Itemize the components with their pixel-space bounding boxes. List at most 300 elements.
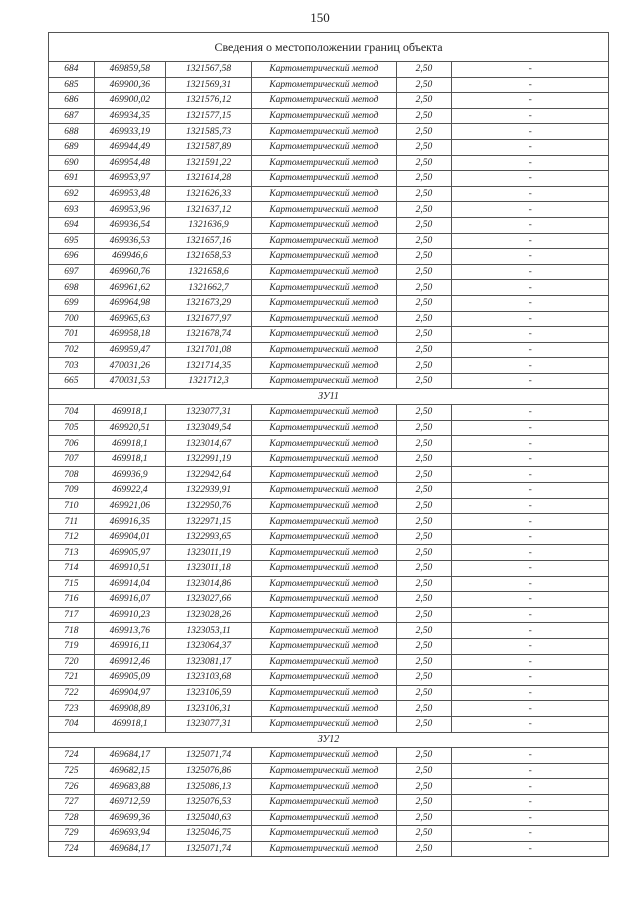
description-cell: - bbox=[452, 295, 609, 311]
table-row bbox=[49, 498, 609, 514]
point-number-cell: 693 bbox=[49, 202, 95, 218]
precision-cell: 2,50 bbox=[396, 171, 452, 187]
table-row bbox=[49, 716, 609, 732]
y-coordinate-cell: 1321657,16 bbox=[165, 233, 251, 249]
point-number-cell: 686 bbox=[49, 93, 95, 109]
x-coordinate-cell: 469904,01 bbox=[94, 529, 165, 545]
method-cell: Картометрический метод bbox=[252, 342, 396, 358]
description-cell: - bbox=[452, 405, 609, 421]
table-row bbox=[49, 327, 609, 343]
method-cell: Картометрический метод bbox=[252, 264, 396, 280]
y-coordinate-cell: 1323103,68 bbox=[165, 670, 251, 686]
point-number-cell: 717 bbox=[49, 607, 95, 623]
x-coordinate-cell: 469921,06 bbox=[94, 498, 165, 514]
method-cell: Картометрический метод bbox=[252, 685, 396, 701]
precision-cell: 2,50 bbox=[396, 342, 452, 358]
precision-cell: 2,50 bbox=[396, 685, 452, 701]
y-coordinate-cell: 1323106,59 bbox=[165, 685, 251, 701]
table-row bbox=[49, 638, 609, 654]
precision-cell: 2,50 bbox=[396, 763, 452, 779]
description-cell: - bbox=[452, 810, 609, 826]
table-row bbox=[49, 670, 609, 686]
point-number-cell: 694 bbox=[49, 217, 95, 233]
y-coordinate-cell: 1322939,91 bbox=[165, 483, 251, 499]
method-cell: Картометрический метод bbox=[252, 93, 396, 109]
method-cell: Картометрический метод bbox=[252, 373, 396, 389]
x-coordinate-cell: 469683,88 bbox=[94, 779, 165, 795]
y-coordinate-cell: 1323077,31 bbox=[165, 716, 251, 732]
x-coordinate-cell: 469916,35 bbox=[94, 514, 165, 530]
table-row bbox=[49, 139, 609, 155]
precision-cell: 2,50 bbox=[396, 498, 452, 514]
description-cell: - bbox=[452, 264, 609, 280]
point-number-cell: 714 bbox=[49, 561, 95, 577]
table-row bbox=[49, 311, 609, 327]
point-number-cell: 684 bbox=[49, 62, 95, 78]
table-row bbox=[49, 592, 609, 608]
table-row bbox=[49, 483, 609, 499]
point-number-cell: 719 bbox=[49, 638, 95, 654]
table-row bbox=[49, 186, 609, 202]
description-cell: - bbox=[452, 716, 609, 732]
x-coordinate-cell: 469859,58 bbox=[94, 62, 165, 78]
table-row bbox=[49, 405, 609, 421]
description-cell: - bbox=[452, 483, 609, 499]
y-coordinate-cell: 1322950,76 bbox=[165, 498, 251, 514]
description-cell: - bbox=[452, 311, 609, 327]
precision-cell: 2,50 bbox=[396, 794, 452, 810]
x-coordinate-cell: 469918,1 bbox=[94, 716, 165, 732]
point-number-cell: 703 bbox=[49, 358, 95, 374]
description-cell: - bbox=[452, 249, 609, 265]
point-number-cell: 690 bbox=[49, 155, 95, 171]
method-cell: Картометрический метод bbox=[252, 794, 396, 810]
section-header-row bbox=[49, 389, 609, 405]
x-coordinate-cell: 469913,76 bbox=[94, 623, 165, 639]
method-cell: Картометрический метод bbox=[252, 467, 396, 483]
x-coordinate-cell: 469918,1 bbox=[94, 436, 165, 452]
x-coordinate-cell: 469918,1 bbox=[94, 405, 165, 421]
y-coordinate-cell: 1321658,53 bbox=[165, 249, 251, 265]
y-coordinate-cell: 1325071,74 bbox=[165, 841, 251, 857]
method-cell: Картометрический метод bbox=[252, 451, 396, 467]
method-cell: Картометрический метод bbox=[252, 514, 396, 530]
method-cell: Картометрический метод bbox=[252, 420, 396, 436]
x-coordinate-cell: 469910,51 bbox=[94, 561, 165, 577]
table-title-row bbox=[49, 33, 609, 62]
description-cell: - bbox=[452, 826, 609, 842]
point-number-cell: 691 bbox=[49, 171, 95, 187]
x-coordinate-cell: 469964,98 bbox=[94, 295, 165, 311]
table-row bbox=[49, 841, 609, 857]
y-coordinate-cell: 1321637,12 bbox=[165, 202, 251, 218]
method-cell: Картометрический метод bbox=[252, 810, 396, 826]
description-cell: - bbox=[452, 467, 609, 483]
method-cell: Картометрический метод bbox=[252, 623, 396, 639]
description-cell: - bbox=[452, 155, 609, 171]
precision-cell: 2,50 bbox=[396, 62, 452, 78]
point-number-cell: 697 bbox=[49, 264, 95, 280]
section-label: ЗУ11 bbox=[49, 389, 609, 405]
x-coordinate-cell: 469936,54 bbox=[94, 217, 165, 233]
description-cell: - bbox=[452, 233, 609, 249]
section-header-row bbox=[49, 732, 609, 748]
point-number-cell: 728 bbox=[49, 810, 95, 826]
point-number-cell: 711 bbox=[49, 514, 95, 530]
y-coordinate-cell: 1325040,63 bbox=[165, 810, 251, 826]
point-number-cell: 727 bbox=[49, 794, 95, 810]
method-cell: Картометрический метод bbox=[252, 124, 396, 140]
y-coordinate-cell: 1321701,08 bbox=[165, 342, 251, 358]
description-cell: - bbox=[452, 217, 609, 233]
y-coordinate-cell: 1321662,7 bbox=[165, 280, 251, 296]
precision-cell: 2,50 bbox=[396, 405, 452, 421]
x-coordinate-cell: 469914,04 bbox=[94, 576, 165, 592]
y-coordinate-cell: 1321614,28 bbox=[165, 171, 251, 187]
method-cell: Картометрический метод bbox=[252, 233, 396, 249]
description-cell: - bbox=[452, 514, 609, 530]
table-row bbox=[49, 514, 609, 530]
table-row bbox=[49, 763, 609, 779]
table-row bbox=[49, 233, 609, 249]
x-coordinate-cell: 469944,49 bbox=[94, 139, 165, 155]
table-row bbox=[49, 295, 609, 311]
y-coordinate-cell: 1323106,31 bbox=[165, 701, 251, 717]
method-cell: Картометрический метод bbox=[252, 202, 396, 218]
precision-cell: 2,50 bbox=[396, 373, 452, 389]
y-coordinate-cell: 1321712,3 bbox=[165, 373, 251, 389]
x-coordinate-cell: 469960,76 bbox=[94, 264, 165, 280]
table-row bbox=[49, 748, 609, 764]
y-coordinate-cell: 1321658,6 bbox=[165, 264, 251, 280]
x-coordinate-cell: 469900,36 bbox=[94, 77, 165, 93]
y-coordinate-cell: 1321567,58 bbox=[165, 62, 251, 78]
point-number-cell: 702 bbox=[49, 342, 95, 358]
precision-cell: 2,50 bbox=[396, 327, 452, 343]
point-number-cell: 692 bbox=[49, 186, 95, 202]
point-number-cell: 709 bbox=[49, 483, 95, 499]
y-coordinate-cell: 1323064,37 bbox=[165, 638, 251, 654]
y-coordinate-cell: 1322993,65 bbox=[165, 529, 251, 545]
description-cell: - bbox=[452, 77, 609, 93]
point-number-cell: 726 bbox=[49, 779, 95, 795]
method-cell: Картометрический метод bbox=[252, 280, 396, 296]
table-row bbox=[49, 373, 609, 389]
description-cell: - bbox=[452, 779, 609, 795]
x-coordinate-cell: 469933,19 bbox=[94, 124, 165, 140]
y-coordinate-cell: 1321673,29 bbox=[165, 295, 251, 311]
point-number-cell: 685 bbox=[49, 77, 95, 93]
method-cell: Картометрический метод bbox=[252, 763, 396, 779]
point-number-cell: 724 bbox=[49, 748, 95, 764]
point-number-cell: 705 bbox=[49, 420, 95, 436]
y-coordinate-cell: 1323014,67 bbox=[165, 436, 251, 452]
method-cell: Картометрический метод bbox=[252, 841, 396, 857]
description-cell: - bbox=[452, 280, 609, 296]
point-number-cell: 688 bbox=[49, 124, 95, 140]
y-coordinate-cell: 1323011,19 bbox=[165, 545, 251, 561]
x-coordinate-cell: 469934,35 bbox=[94, 108, 165, 124]
x-coordinate-cell: 469912,46 bbox=[94, 654, 165, 670]
point-number-cell: 713 bbox=[49, 545, 95, 561]
table-row bbox=[49, 358, 609, 374]
method-cell: Картометрический метод bbox=[252, 483, 396, 499]
method-cell: Картометрический метод bbox=[252, 607, 396, 623]
description-cell: - bbox=[452, 701, 609, 717]
point-number-cell: 724 bbox=[49, 841, 95, 857]
x-coordinate-cell: 469953,97 bbox=[94, 171, 165, 187]
y-coordinate-cell: 1325071,74 bbox=[165, 748, 251, 764]
x-coordinate-cell: 469920,51 bbox=[94, 420, 165, 436]
table-row bbox=[49, 264, 609, 280]
x-coordinate-cell: 469699,36 bbox=[94, 810, 165, 826]
description-cell: - bbox=[452, 124, 609, 140]
point-number-cell: 723 bbox=[49, 701, 95, 717]
y-coordinate-cell: 1323027,66 bbox=[165, 592, 251, 608]
x-coordinate-cell: 469918,1 bbox=[94, 451, 165, 467]
point-number-cell: 706 bbox=[49, 436, 95, 452]
precision-cell: 2,50 bbox=[396, 654, 452, 670]
point-number-cell: 722 bbox=[49, 685, 95, 701]
method-cell: Картометрический метод bbox=[252, 498, 396, 514]
description-cell: - bbox=[452, 171, 609, 187]
description-cell: - bbox=[452, 763, 609, 779]
y-coordinate-cell: 1321587,89 bbox=[165, 139, 251, 155]
x-coordinate-cell: 469961,62 bbox=[94, 280, 165, 296]
precision-cell: 2,50 bbox=[396, 124, 452, 140]
description-cell: - bbox=[452, 186, 609, 202]
precision-cell: 2,50 bbox=[396, 420, 452, 436]
table-row bbox=[49, 62, 609, 78]
table-row bbox=[49, 420, 609, 436]
table-row bbox=[49, 436, 609, 452]
point-number-cell: 700 bbox=[49, 311, 95, 327]
method-cell: Картометрический метод bbox=[252, 576, 396, 592]
x-coordinate-cell: 469965,63 bbox=[94, 311, 165, 327]
y-coordinate-cell: 1323077,31 bbox=[165, 405, 251, 421]
y-coordinate-cell: 1321714,35 bbox=[165, 358, 251, 374]
method-cell: Картометрический метод bbox=[252, 654, 396, 670]
method-cell: Картометрический метод bbox=[252, 77, 396, 93]
precision-cell: 2,50 bbox=[396, 623, 452, 639]
point-number-cell: 696 bbox=[49, 249, 95, 265]
point-number-cell: 715 bbox=[49, 576, 95, 592]
point-number-cell: 718 bbox=[49, 623, 95, 639]
y-coordinate-cell: 1321569,31 bbox=[165, 77, 251, 93]
description-cell: - bbox=[452, 670, 609, 686]
point-number-cell: 708 bbox=[49, 467, 95, 483]
precision-cell: 2,50 bbox=[396, 561, 452, 577]
x-coordinate-cell: 469953,96 bbox=[94, 202, 165, 218]
precision-cell: 2,50 bbox=[396, 451, 452, 467]
table-row bbox=[49, 779, 609, 795]
table-row bbox=[49, 685, 609, 701]
precision-cell: 2,50 bbox=[396, 467, 452, 483]
precision-cell: 2,50 bbox=[396, 483, 452, 499]
table-row bbox=[49, 202, 609, 218]
y-coordinate-cell: 1325086,13 bbox=[165, 779, 251, 795]
description-cell: - bbox=[452, 529, 609, 545]
method-cell: Картометрический метод bbox=[252, 779, 396, 795]
x-coordinate-cell: 469682,15 bbox=[94, 763, 165, 779]
x-coordinate-cell: 469712,59 bbox=[94, 794, 165, 810]
precision-cell: 2,50 bbox=[396, 748, 452, 764]
precision-cell: 2,50 bbox=[396, 295, 452, 311]
precision-cell: 2,50 bbox=[396, 576, 452, 592]
method-cell: Картометрический метод bbox=[252, 108, 396, 124]
description-cell: - bbox=[452, 545, 609, 561]
description-cell: - bbox=[452, 373, 609, 389]
method-cell: Картометрический метод bbox=[252, 826, 396, 842]
description-cell: - bbox=[452, 561, 609, 577]
table-row bbox=[49, 467, 609, 483]
precision-cell: 2,50 bbox=[396, 779, 452, 795]
description-cell: - bbox=[452, 607, 609, 623]
y-coordinate-cell: 1321626,33 bbox=[165, 186, 251, 202]
point-number-cell: 704 bbox=[49, 716, 95, 732]
y-coordinate-cell: 1322991,19 bbox=[165, 451, 251, 467]
y-coordinate-cell: 1321576,12 bbox=[165, 93, 251, 109]
precision-cell: 2,50 bbox=[396, 826, 452, 842]
description-cell: - bbox=[452, 576, 609, 592]
precision-cell: 2,50 bbox=[396, 638, 452, 654]
method-cell: Картометрический метод bbox=[252, 295, 396, 311]
table-row bbox=[49, 249, 609, 265]
description-cell: - bbox=[452, 139, 609, 155]
table-body bbox=[49, 33, 609, 857]
x-coordinate-cell: 469684,17 bbox=[94, 748, 165, 764]
precision-cell: 2,50 bbox=[396, 249, 452, 265]
table-row bbox=[49, 794, 609, 810]
y-coordinate-cell: 1323014,86 bbox=[165, 576, 251, 592]
x-coordinate-cell: 469905,09 bbox=[94, 670, 165, 686]
precision-cell: 2,50 bbox=[396, 436, 452, 452]
description-cell: - bbox=[452, 841, 609, 857]
description-cell: - bbox=[452, 748, 609, 764]
description-cell: - bbox=[452, 498, 609, 514]
description-cell: - bbox=[452, 62, 609, 78]
point-number-cell: 712 bbox=[49, 529, 95, 545]
precision-cell: 2,50 bbox=[396, 810, 452, 826]
method-cell: Картометрический метод bbox=[252, 217, 396, 233]
precision-cell: 2,50 bbox=[396, 108, 452, 124]
x-coordinate-cell: 469954,48 bbox=[94, 155, 165, 171]
table-row bbox=[49, 545, 609, 561]
y-coordinate-cell: 1323049,54 bbox=[165, 420, 251, 436]
table-row bbox=[49, 77, 609, 93]
table-row bbox=[49, 342, 609, 358]
description-cell: - bbox=[452, 202, 609, 218]
precision-cell: 2,50 bbox=[396, 670, 452, 686]
point-number-cell: 695 bbox=[49, 233, 95, 249]
y-coordinate-cell: 1321577,15 bbox=[165, 108, 251, 124]
y-coordinate-cell: 1322971,15 bbox=[165, 514, 251, 530]
table-row bbox=[49, 171, 609, 187]
precision-cell: 2,50 bbox=[396, 701, 452, 717]
method-cell: Картометрический метод bbox=[252, 436, 396, 452]
y-coordinate-cell: 1325076,53 bbox=[165, 794, 251, 810]
y-coordinate-cell: 1321585,73 bbox=[165, 124, 251, 140]
precision-cell: 2,50 bbox=[396, 529, 452, 545]
x-coordinate-cell: 469922,4 bbox=[94, 483, 165, 499]
method-cell: Картометрический метод bbox=[252, 155, 396, 171]
point-number-cell: 716 bbox=[49, 592, 95, 608]
section-label: ЗУ12 bbox=[49, 732, 609, 748]
description-cell: - bbox=[452, 358, 609, 374]
x-coordinate-cell: 469693,94 bbox=[94, 826, 165, 842]
description-cell: - bbox=[452, 623, 609, 639]
y-coordinate-cell: 1321677,97 bbox=[165, 311, 251, 327]
method-cell: Картометрический метод bbox=[252, 638, 396, 654]
table-row bbox=[49, 607, 609, 623]
x-coordinate-cell: 470031,53 bbox=[94, 373, 165, 389]
precision-cell: 2,50 bbox=[396, 716, 452, 732]
precision-cell: 2,50 bbox=[396, 841, 452, 857]
x-coordinate-cell: 469904,97 bbox=[94, 685, 165, 701]
table-row bbox=[49, 124, 609, 140]
point-number-cell: 698 bbox=[49, 280, 95, 296]
method-cell: Картометрический метод bbox=[252, 405, 396, 421]
x-coordinate-cell: 469953,48 bbox=[94, 186, 165, 202]
description-cell: - bbox=[452, 451, 609, 467]
method-cell: Картометрический метод bbox=[252, 748, 396, 764]
x-coordinate-cell: 469958,18 bbox=[94, 327, 165, 343]
table-row bbox=[49, 826, 609, 842]
point-number-cell: 704 bbox=[49, 405, 95, 421]
precision-cell: 2,50 bbox=[396, 545, 452, 561]
method-cell: Картометрический метод bbox=[252, 249, 396, 265]
table-row bbox=[49, 810, 609, 826]
method-cell: Картометрический метод bbox=[252, 670, 396, 686]
method-cell: Картометрический метод bbox=[252, 716, 396, 732]
y-coordinate-cell: 1321636,9 bbox=[165, 217, 251, 233]
table-row bbox=[49, 576, 609, 592]
point-number-cell: 701 bbox=[49, 327, 95, 343]
x-coordinate-cell: 470031,26 bbox=[94, 358, 165, 374]
table-title: Сведения о местоположении границ объекта bbox=[49, 33, 609, 62]
table-row bbox=[49, 280, 609, 296]
precision-cell: 2,50 bbox=[396, 514, 452, 530]
method-cell: Картометрический метод bbox=[252, 62, 396, 78]
y-coordinate-cell: 1325076,86 bbox=[165, 763, 251, 779]
y-coordinate-cell: 1323011,18 bbox=[165, 561, 251, 577]
y-coordinate-cell: 1321591,22 bbox=[165, 155, 251, 171]
precision-cell: 2,50 bbox=[396, 217, 452, 233]
x-coordinate-cell: 469936,53 bbox=[94, 233, 165, 249]
table-row bbox=[49, 217, 609, 233]
point-number-cell: 687 bbox=[49, 108, 95, 124]
boundary-table bbox=[48, 32, 609, 857]
x-coordinate-cell: 469905,97 bbox=[94, 545, 165, 561]
precision-cell: 2,50 bbox=[396, 264, 452, 280]
precision-cell: 2,50 bbox=[396, 358, 452, 374]
method-cell: Картометрический метод bbox=[252, 186, 396, 202]
method-cell: Картометрический метод bbox=[252, 592, 396, 608]
method-cell: Картометрический метод bbox=[252, 701, 396, 717]
method-cell: Картометрический метод bbox=[252, 327, 396, 343]
method-cell: Картометрический метод bbox=[252, 561, 396, 577]
x-coordinate-cell: 469900,02 bbox=[94, 93, 165, 109]
table-row bbox=[49, 561, 609, 577]
y-coordinate-cell: 1323028,26 bbox=[165, 607, 251, 623]
table-row bbox=[49, 701, 609, 717]
precision-cell: 2,50 bbox=[396, 607, 452, 623]
point-number-cell: 729 bbox=[49, 826, 95, 842]
description-cell: - bbox=[452, 654, 609, 670]
point-number-cell: 721 bbox=[49, 670, 95, 686]
point-number-cell: 689 bbox=[49, 139, 95, 155]
x-coordinate-cell: 469908,89 bbox=[94, 701, 165, 717]
